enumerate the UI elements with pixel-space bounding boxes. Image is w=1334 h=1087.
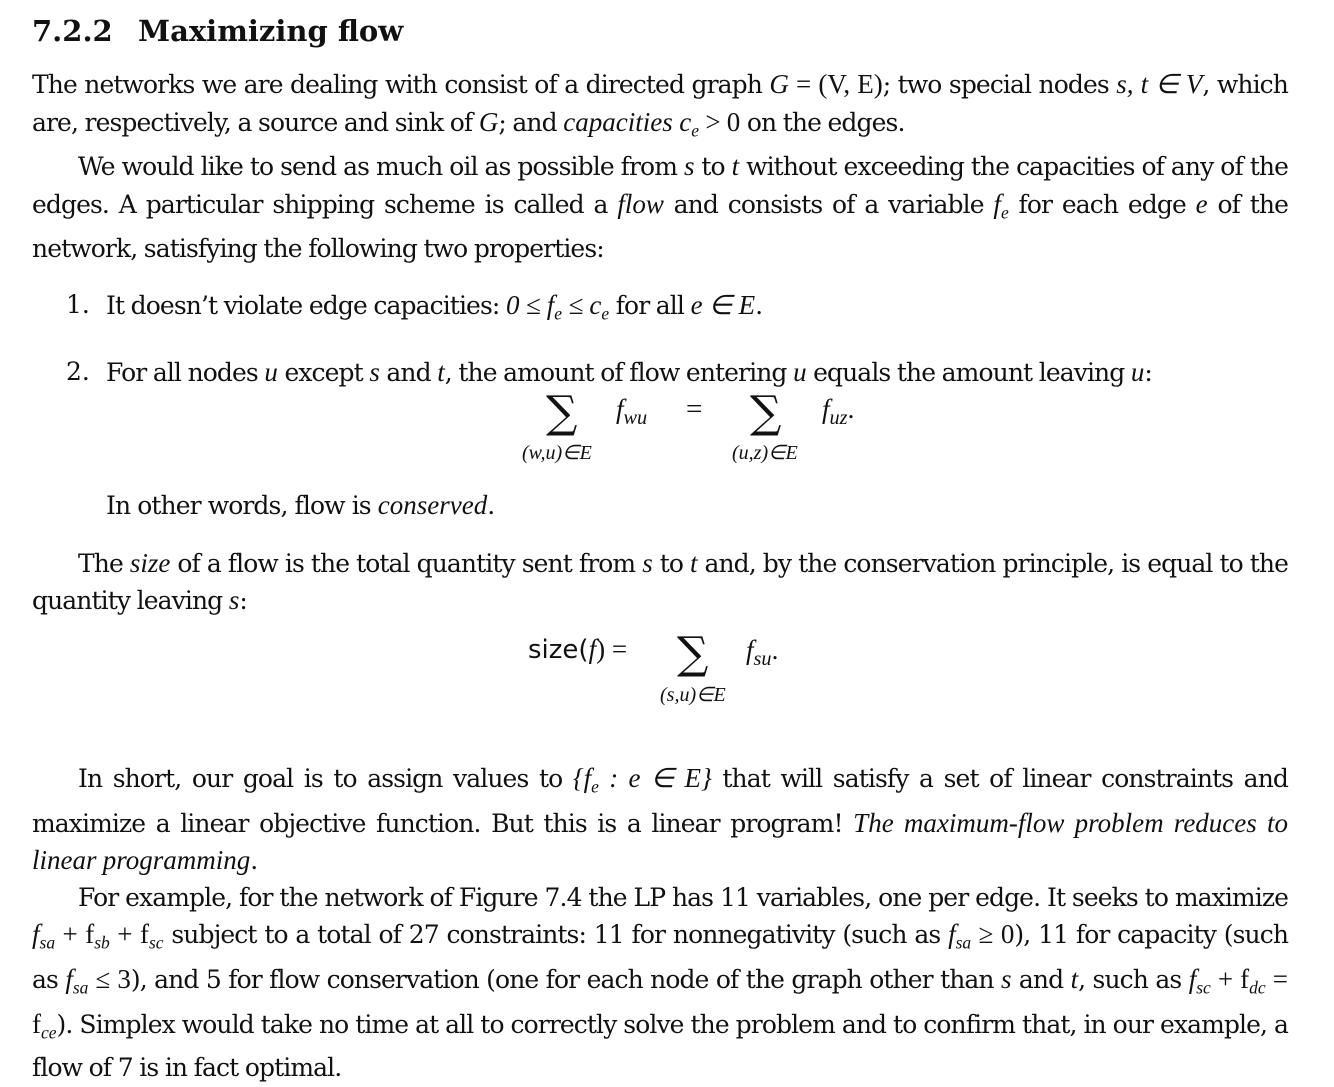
section-title: Maximizing flow [138, 14, 404, 48]
rhs-term: $f_{uz}$. [822, 394, 855, 430]
equals-sign: = [686, 393, 703, 426]
paragraph-linear-program: In short, our goal is to assign values to {$f_e$ : e ∈ E} that will satisfy a set of linear constraints and maximize a linear objective function. But this is a linear program! The maximum-flow problem reduces to linear programming. [32, 762, 1288, 875]
sum-symbol-left: ∑ [546, 387, 578, 439]
page [32, 8, 1288, 1087]
lhs-term: $f_{wu}$ [616, 394, 648, 430]
rhs-subscript: (u,z)∈E [732, 442, 798, 465]
paragraph-send-oil: We would like to send as much oil as possible from s to t without exceeding the capacities of any of the edges. A particular shipping scheme is called a flow and consists of a variable $f_e$ for each edge e of the network, satisfying the following two properties: [32, 151, 1288, 263]
list-item-conservation: 2. For all nodes u except s and t, the amount of flow entering u equals the amount leaving u: [66, 356, 1152, 387]
equation-flow-size [32, 627, 1288, 730]
lhs-subscript: (w,u)∈E [522, 442, 592, 465]
paragraph-example: For example, for the network of Figure 7.4 the LP has 11 variables, one per edge. It seeks to maximize $f_{sa} + f_{sb} + f_{sc}$ subject to a total of 27 constraints: 11 for nonnegativity (such as $f_{sa} \ge 0$), 11 for capacity (such as $f_{sa} \le 3$), and 5 for flow conservation (one for each node of the graph other than s and t, such as $f_{sc} + f_{dc} = f_{ce}$). Simplex would take no time at all to correctly solve the problem and to confirm that, in our example, a flow of 7 is in fact optimal. [32, 882, 1289, 1083]
sum-symbol: ∑ [677, 627, 709, 679]
properties-list [32, 287, 1288, 391]
list-item-capacity: 1. It doesn’t violate edge capacities: $0 \le f_e \le c_e$ for all e ∈ E. [66, 290, 763, 324]
section-number: 7.2.2 [32, 14, 113, 48]
section-heading [32, 8, 1288, 54]
size-term: $f_{su}$. [746, 634, 779, 670]
paragraph-flow-size: The size of a flow is the total quantity sent from s to t and, by the conservation principle, is equal to the quantity leaving s: [32, 547, 1288, 616]
paragraph-networks: The networks we are dealing with consist of a directed graph G = (V, E); two special nodes s, t ∈ V, which are, respectively, a source and sink of G; and capacities $c_e > 0$ on the edges. [32, 69, 1288, 140]
size-subscript: (s,u)∈E [660, 683, 726, 706]
sum-symbol-right: ∑ [750, 387, 782, 439]
conserved-sentence: In other words, flow is conserved. [106, 490, 495, 521]
size-function: size(f) = [528, 633, 628, 665]
equation-flow-conservation [32, 387, 1288, 487]
